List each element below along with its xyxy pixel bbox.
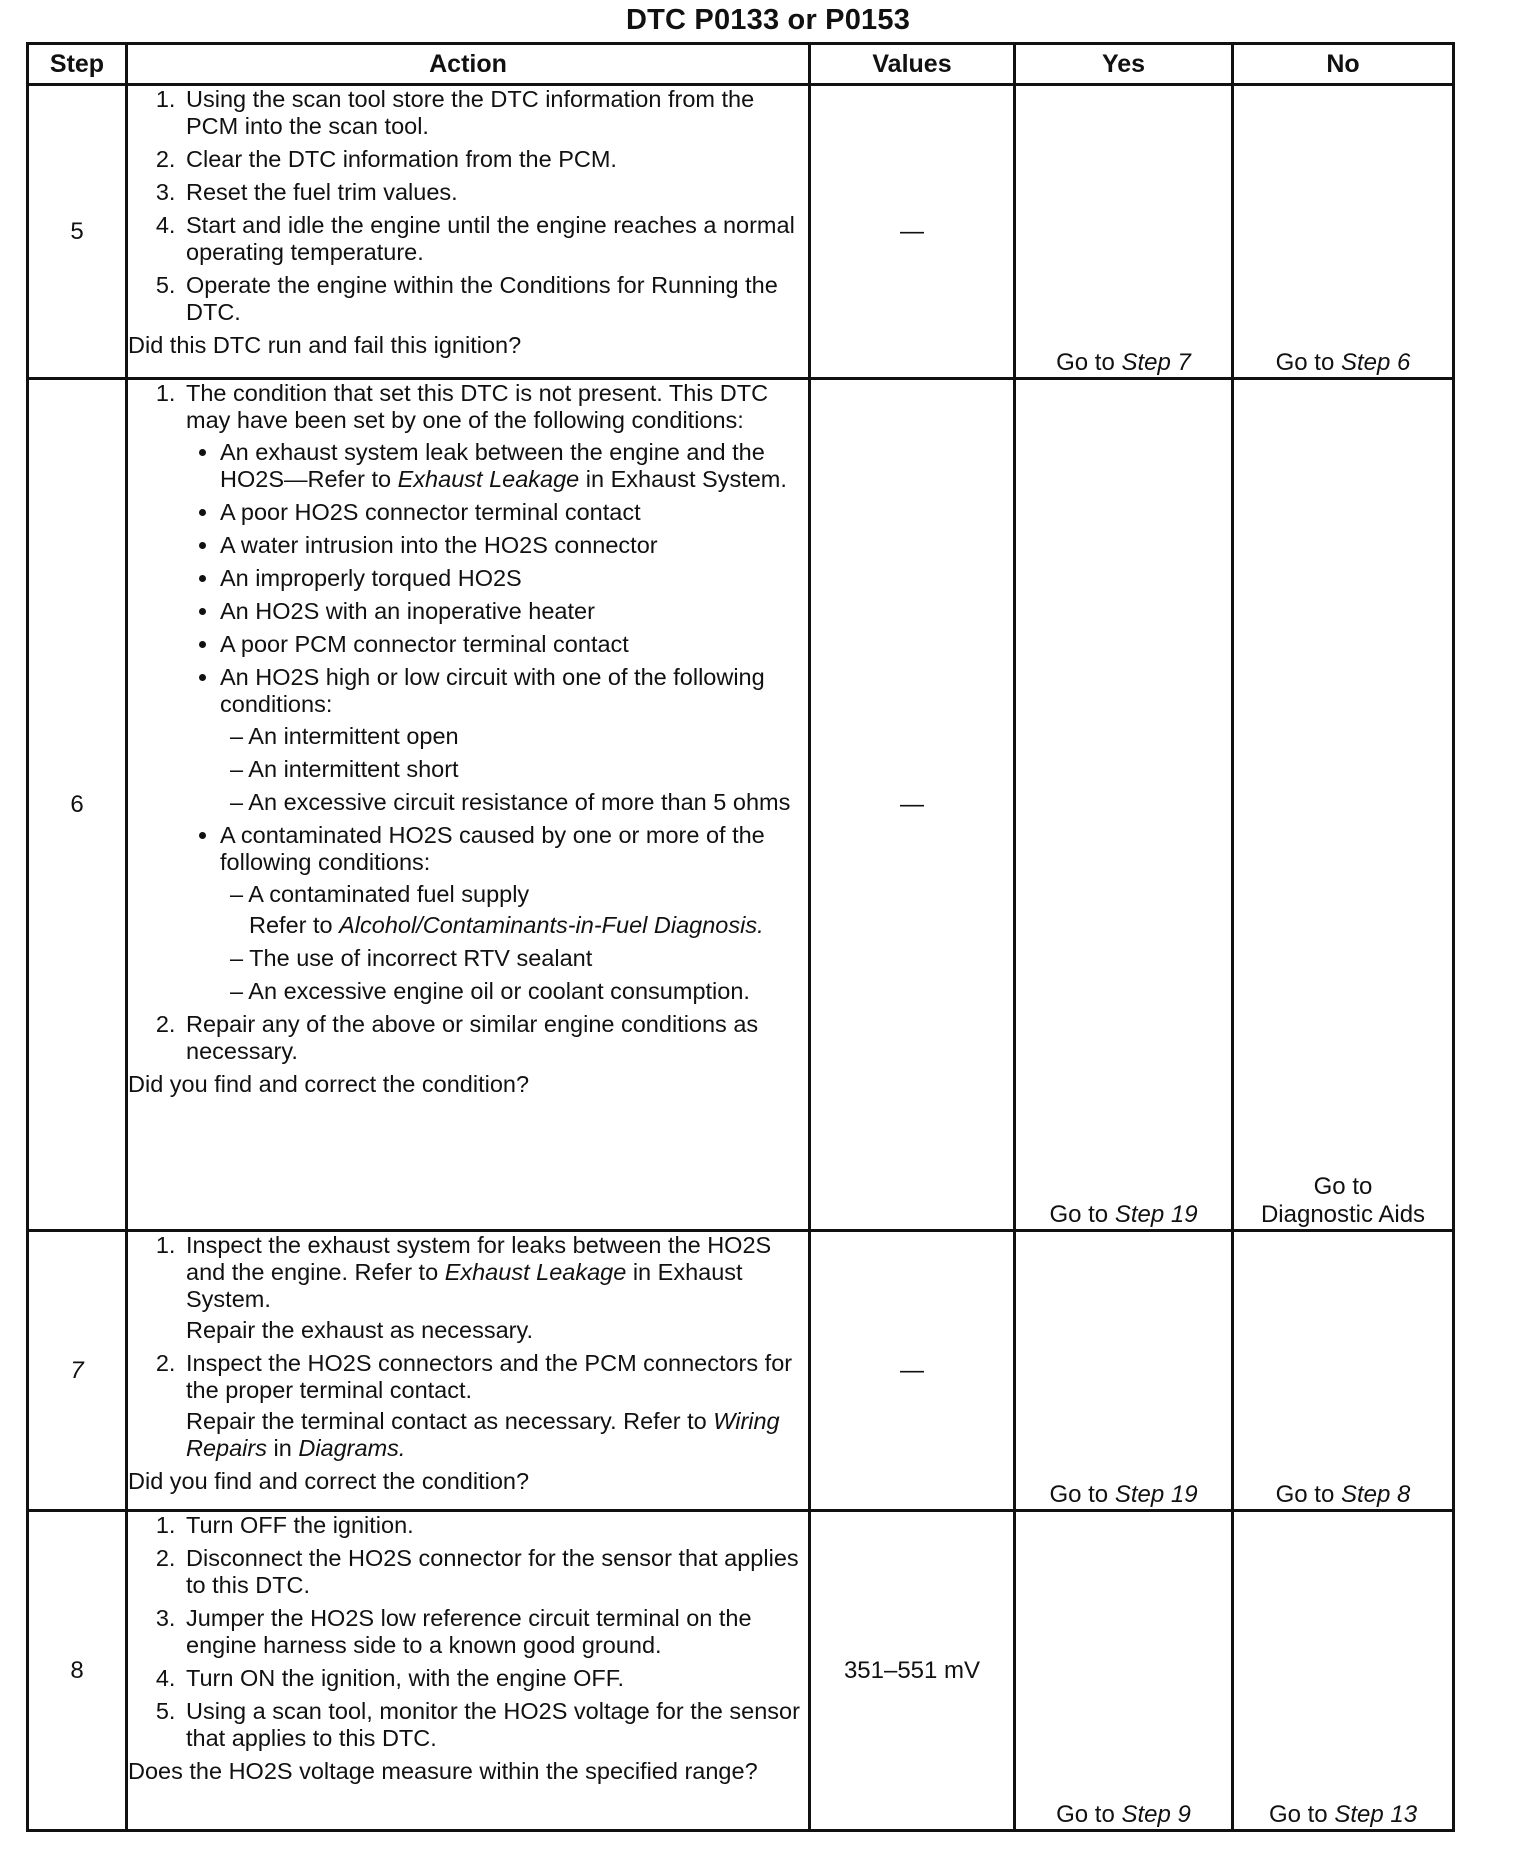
no-step-ref: Step 6	[1340, 349, 1411, 376]
value-cell: 351–551 mV	[810, 1511, 1015, 1831]
condition-text: A contaminated HO2S caused by one or more of the following conditions:	[220, 822, 765, 875]
action-item: 3. Reset the fuel trim values.	[182, 179, 808, 206]
table-row-step-7	[28, 1231, 1454, 1511]
action-list	[128, 380, 808, 1065]
yes-prefix: Go to	[1056, 349, 1122, 376]
action-list	[128, 1232, 808, 1462]
yes-prefix: Go to	[1049, 1481, 1115, 1508]
condition-item	[220, 822, 808, 1005]
action-text: in Exhaust System.	[186, 1259, 743, 1312]
action-cell	[127, 379, 810, 1231]
no-cell	[1233, 1511, 1454, 1831]
table-header-row	[28, 44, 1454, 85]
yes-cell	[1015, 85, 1233, 379]
note-prefix: Refer to	[249, 912, 340, 938]
table-row-step-8	[28, 1511, 1454, 1831]
reference-note	[249, 912, 808, 939]
page-title: DTC P0133 or P0153	[625, 4, 911, 36]
condition-item: • A water intrusion into the HO2S connector	[220, 532, 808, 559]
value-cell: —	[810, 1231, 1015, 1511]
action-cell	[127, 1511, 810, 1831]
action-list	[128, 1512, 808, 1752]
action-question: Did you find and correct the condition?	[128, 1468, 530, 1494]
table-row-step-5	[28, 85, 1454, 379]
yes-step-ref: Step 19	[1114, 1481, 1198, 1508]
action-paragraph: Repair the exhaust as necessary.	[186, 1317, 534, 1343]
action-item: 3. Jumper the HO2S low reference circuit terminal on the engine harness side to a known good ground.	[182, 1605, 808, 1659]
condition-text: An HO2S high or low circuit with one of the following conditions:	[220, 664, 765, 717]
value-cell: —	[810, 85, 1015, 379]
sub-condition-list	[220, 723, 808, 816]
paragraph-text: in	[266, 1435, 299, 1461]
yes-step-ref: Step 19	[1114, 1201, 1198, 1228]
action-item: 2. Clear the DTC information from the PCM.	[182, 146, 808, 173]
action-item: 5. Operate the engine within the Conditions for Running the DTC.	[182, 272, 808, 326]
action-item: 1. Turn OFF the ignition.	[182, 1512, 808, 1539]
no-line-2: Diagnostic Aids	[1260, 1201, 1426, 1228]
step-number: 8	[28, 1511, 127, 1831]
reference-wiring-repairs: Wiring Repairs	[186, 1408, 780, 1461]
sub-condition-item: – An excessive engine oil or coolant consumption.	[230, 978, 750, 1004]
no-prefix: Go to	[1275, 349, 1341, 376]
yes-step-ref: Step 7	[1121, 349, 1191, 376]
paragraph-text: Repair the terminal contact as necessary. Refer to	[186, 1408, 714, 1434]
action-text: Inspect the HO2S connectors and the PCM connectors for the proper terminal contact.	[186, 1350, 793, 1403]
no-step-ref: Step 13	[1334, 1801, 1418, 1828]
action-paragraph	[186, 1408, 808, 1462]
action-text: The condition that set this DTC is not present. This DTC may have been set by one of the following conditions:	[186, 380, 769, 433]
condition-text: An exhaust system leak between the engine and the HO2S—Refer to	[220, 439, 765, 492]
condition-item: • A poor HO2S connector terminal contact	[220, 499, 808, 526]
header-no: No	[1233, 44, 1454, 85]
no-line-1: Go to	[1313, 1173, 1373, 1200]
header-action: Action	[127, 44, 810, 85]
sub-condition-text: – A contaminated fuel supply	[230, 881, 530, 907]
yes-prefix: Go to	[1049, 1201, 1115, 1228]
action-text: Inspect the exhaust system for leaks between the HO2S and the engine. Refer to	[186, 1232, 772, 1285]
yes-step-ref: Step 9	[1121, 1801, 1191, 1828]
sub-condition-item: – An intermittent short	[230, 756, 459, 782]
step-number: 5	[28, 85, 127, 379]
value-cell: —	[810, 379, 1015, 1231]
header-yes: Yes	[1015, 44, 1233, 85]
header-values: Values	[810, 44, 1015, 85]
action-item: 5. Using a scan tool, monitor the HO2S voltage for the sensor that applies to this DTC.	[182, 1698, 808, 1752]
condition-item: • A poor PCM connector terminal contact	[220, 631, 808, 658]
action-list	[128, 86, 808, 326]
condition-item: • An improperly torqued HO2S	[220, 565, 808, 592]
action-item	[182, 1350, 808, 1462]
action-item	[182, 380, 808, 1005]
no-prefix: Go to	[1268, 1801, 1335, 1828]
action-item: 1. Using the scan tool store the DTC information from the PCM into the scan tool.	[182, 86, 808, 140]
action-item: 2. Repair any of the above or similar engine conditions as necessary.	[182, 1011, 808, 1065]
action-question: Did this DTC run and fail this ignition?	[128, 332, 522, 358]
header-step: Step	[28, 44, 127, 85]
no-step-ref: Step 8	[1340, 1481, 1411, 1508]
no-prefix: Go to	[1275, 1481, 1341, 1508]
table-row-step-6	[28, 379, 1454, 1231]
action-cell	[127, 1231, 810, 1511]
condition-text: in Exhaust System.	[579, 466, 787, 492]
reference-diagrams: Diagrams.	[298, 1435, 406, 1461]
sub-condition-item: – An excessive circuit resistance of more than 5 ohms	[230, 789, 791, 815]
reference-exhaust-leakage: Exhaust Leakage	[444, 1259, 627, 1285]
action-cell	[127, 85, 810, 379]
action-question: Did you find and correct the condition?	[128, 1071, 530, 1097]
sub-condition-item: – An intermittent open	[230, 723, 459, 749]
condition-item	[220, 664, 808, 816]
sub-condition-item	[230, 881, 808, 939]
step-number: 6	[28, 379, 127, 1231]
condition-item: • An HO2S with an inoperative heater	[220, 598, 808, 625]
yes-cell	[1015, 1231, 1233, 1511]
condition-item	[220, 439, 808, 493]
reference-exhaust-leakage: Exhaust Leakage	[397, 466, 580, 492]
action-question: Does the HO2S voltage measure within the specified range?	[128, 1758, 758, 1784]
yes-prefix: Go to	[1056, 1801, 1122, 1828]
action-item	[182, 1232, 808, 1344]
yes-cell	[1015, 1511, 1233, 1831]
action-item: 4. Turn ON the ignition, with the engine OFF.	[182, 1665, 808, 1692]
step-number: 7	[28, 1231, 127, 1511]
action-item: 2. Disconnect the HO2S connector for the sensor that applies to this DTC.	[182, 1545, 808, 1599]
no-cell	[1233, 1231, 1454, 1511]
no-cell	[1233, 379, 1454, 1231]
diagnostic-table	[26, 42, 1455, 1832]
condition-list	[186, 439, 808, 1005]
sub-condition-item: – The use of incorrect RTV sealant	[230, 945, 593, 971]
action-item: 4. Start and idle the engine until the engine reaches a normal operating temperature.	[182, 212, 808, 266]
yes-cell	[1015, 379, 1233, 1231]
sub-condition-list	[220, 881, 808, 1005]
reference-alcohol-contaminants: Alcohol/Contaminants-in-Fuel Diagnosis.	[339, 912, 764, 938]
no-cell	[1233, 85, 1454, 379]
